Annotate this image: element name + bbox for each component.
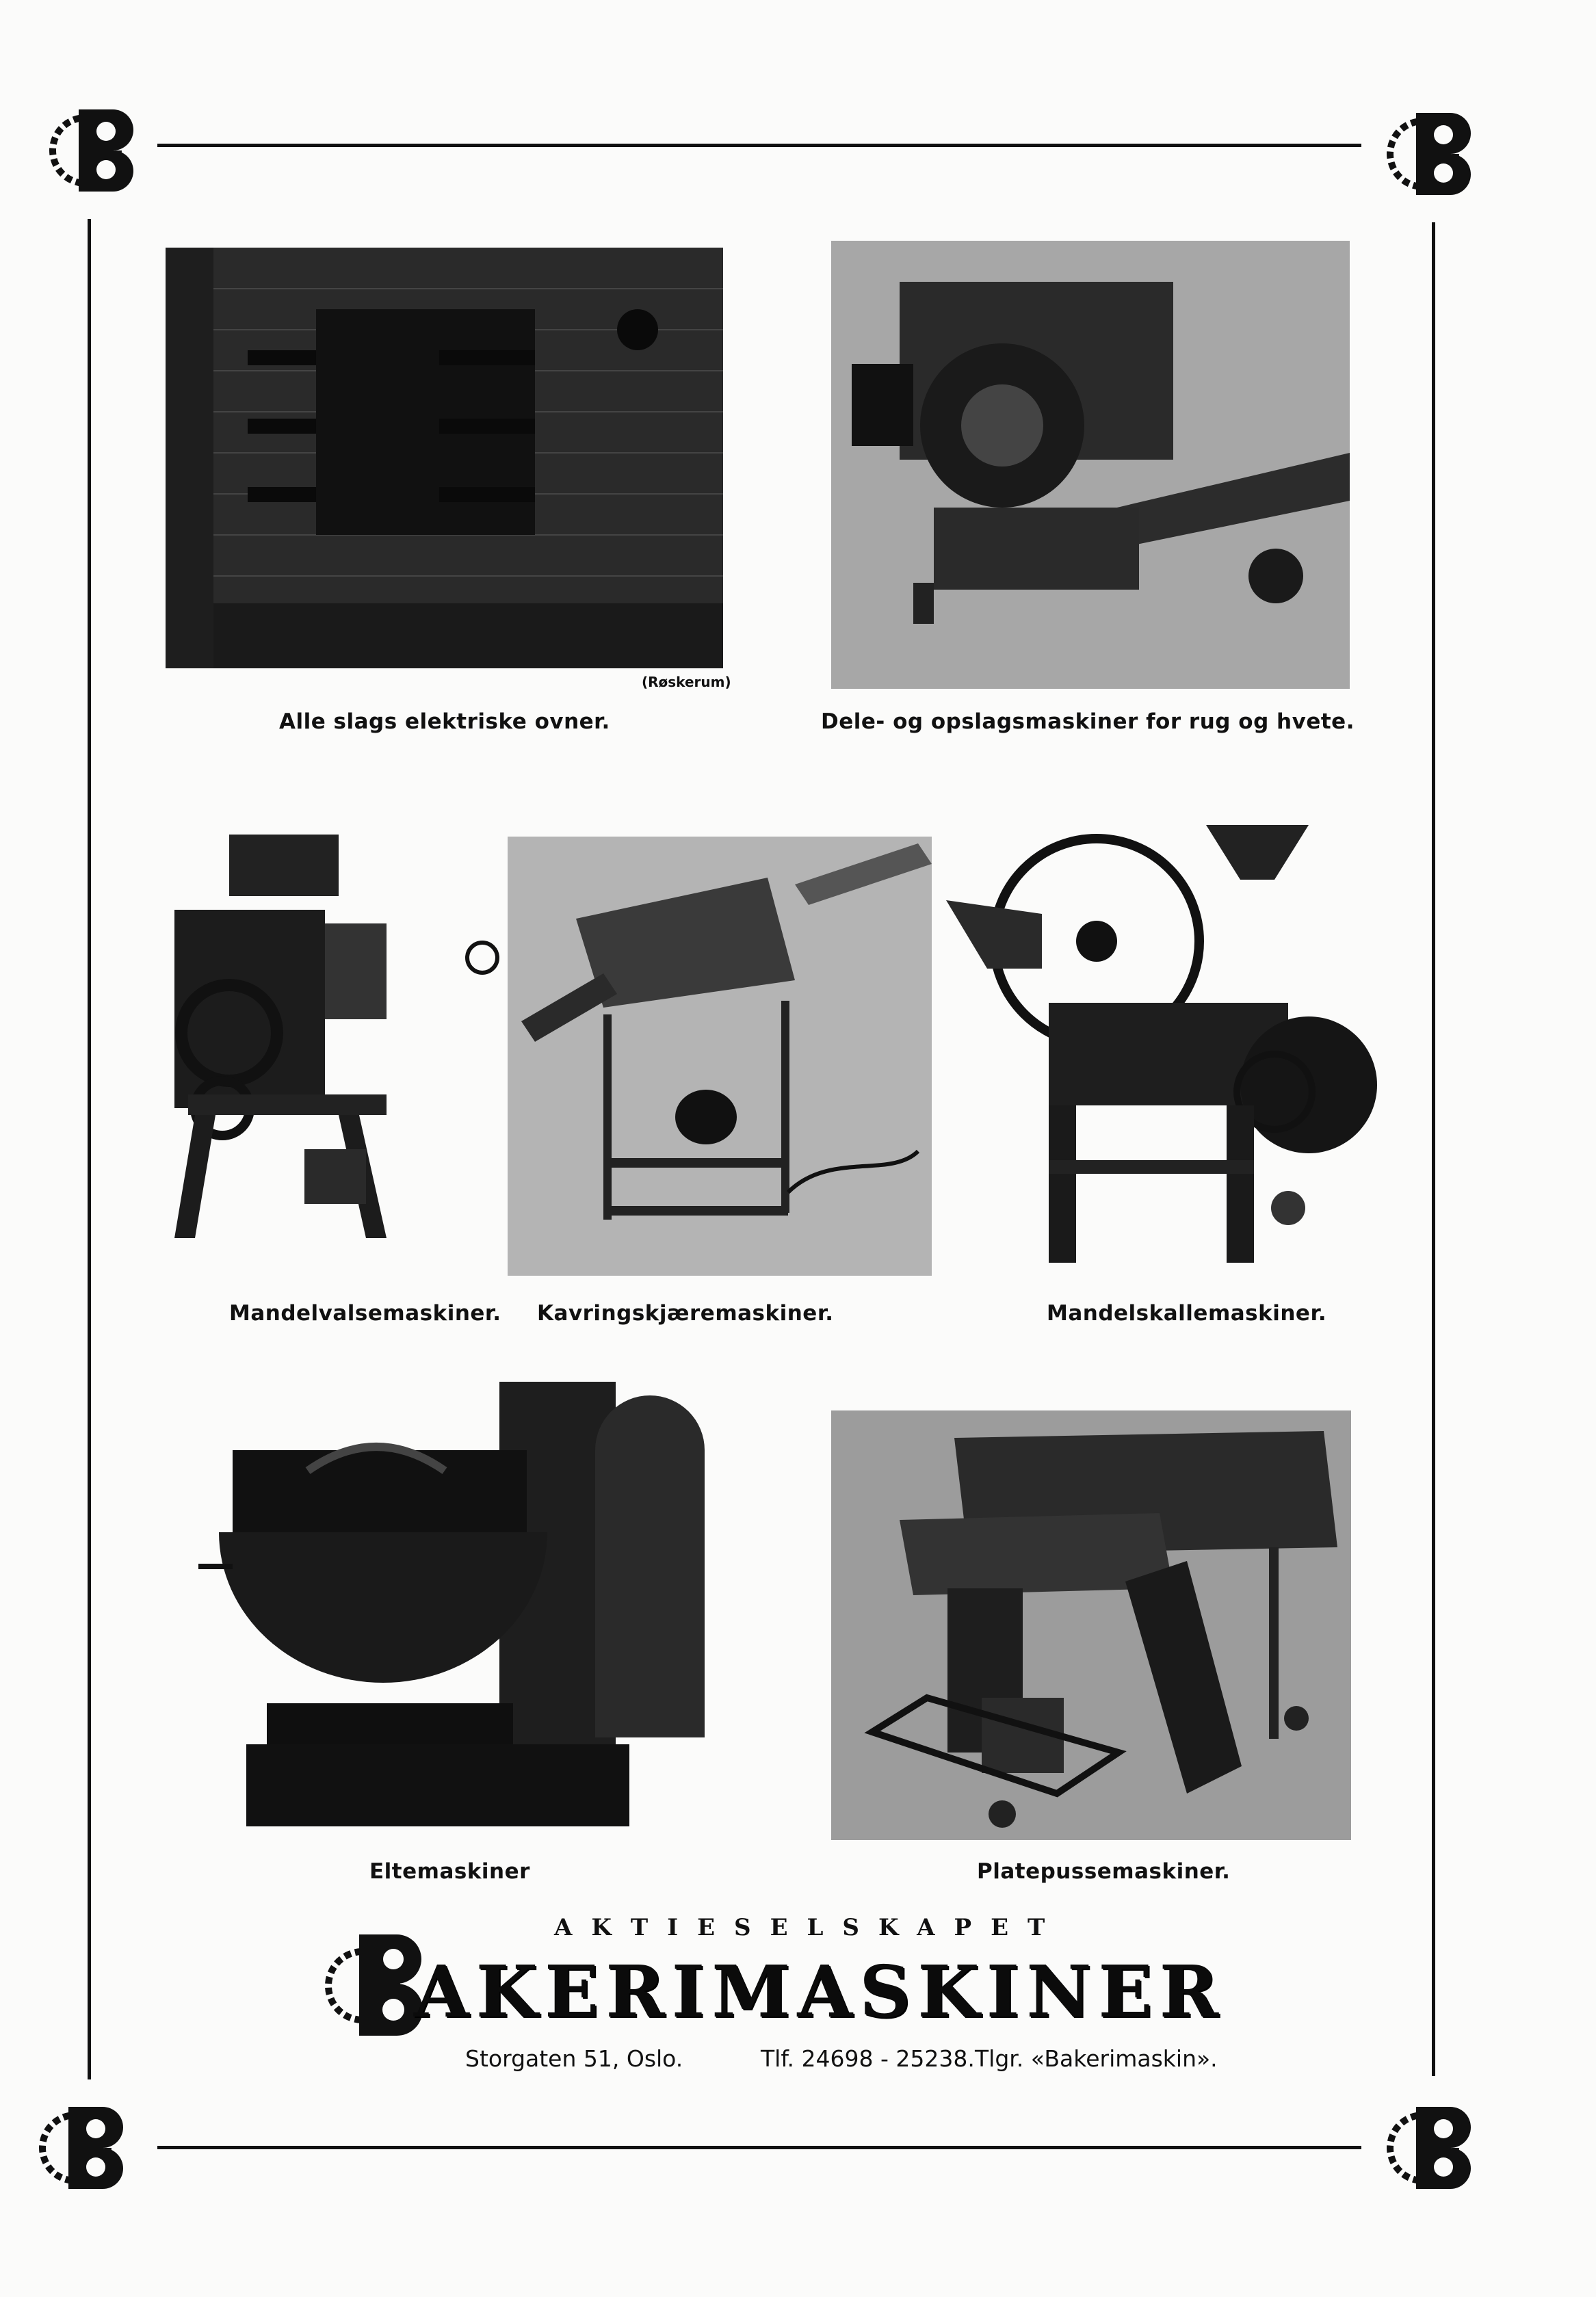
caption-plate-polisher: Platepussemaskiner.: [977, 1859, 1231, 1884]
company-address: Storgaten 51, Oslo.: [465, 2045, 683, 2072]
photo-almond-sheller: [946, 818, 1377, 1276]
corner-logo-bottom-right-icon: [1375, 2086, 1498, 2209]
photo-kneading-machine: [185, 1375, 711, 1830]
caption-electric-ovens: Alle slags elektriske ovner.: [279, 709, 610, 734]
photo-rusk-cutter: [508, 837, 932, 1276]
photo-almond-roller: [168, 835, 503, 1259]
photo-note-roskerum: (Røskerum): [642, 674, 731, 690]
corner-logo-top-left-icon: [38, 89, 161, 212]
company-name: AKERIMASKINER: [414, 1950, 1226, 2034]
photo-plate-polisher: [831, 1410, 1351, 1840]
caption-kneading-machine: Eltemaskiner: [369, 1859, 530, 1884]
photo-dividing-machines: [831, 241, 1350, 689]
photo-electric-ovens: [166, 248, 723, 668]
corner-logo-bottom-left-icon: [27, 2086, 151, 2209]
caption-rusk-cutter: Kavringskjæremaskiner.: [537, 1301, 834, 1326]
caption-almond-roller: Mandelvalsemaskiner.: [229, 1301, 501, 1326]
top-rule: [157, 144, 1361, 147]
bottom-rule: [157, 2146, 1361, 2149]
right-rule: [1432, 222, 1435, 2076]
caption-almond-sheller: Mandelskallemaskiner.: [1047, 1301, 1327, 1326]
corner-logo-top-right-icon: [1375, 92, 1498, 215]
left-rule-lower: [88, 766, 91, 2079]
company-prefix: AKTIESELSKAPET: [554, 1914, 1064, 1941]
company-phone: Tlf. 24698 - 25238.: [761, 2045, 975, 2072]
company-telegram: Tlgr. «Bakerimaskin».: [975, 2045, 1218, 2072]
caption-dividing-machines: Dele- og opslagsmaskiner for rug og hvete.: [821, 709, 1355, 734]
left-rule-upper: [88, 219, 91, 766]
